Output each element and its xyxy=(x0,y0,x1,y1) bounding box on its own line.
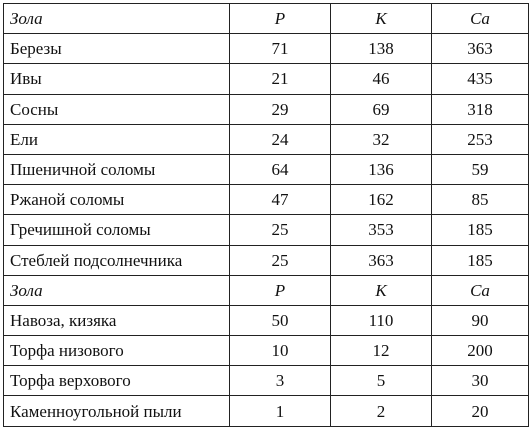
header-cell-ca: Ca xyxy=(432,275,529,305)
row-label-cell: Каменноугольной пыли xyxy=(4,396,230,426)
table-row xyxy=(4,124,529,154)
value-cell-k: 138 xyxy=(331,34,432,64)
value-cell-k: 2 xyxy=(331,396,432,426)
value-cell-k: 32 xyxy=(331,124,432,154)
row-label-cell: Стеблей подсолнечника xyxy=(4,245,230,275)
table-row xyxy=(4,245,529,275)
table-row xyxy=(4,94,529,124)
value-cell-p: 50 xyxy=(230,305,331,335)
value-cell-ca: 185 xyxy=(432,215,529,245)
value-cell-p: 64 xyxy=(230,154,331,184)
header-cell-ca: Ca xyxy=(432,4,529,34)
value-cell-p: 29 xyxy=(230,94,331,124)
value-cell-k: 363 xyxy=(331,245,432,275)
row-label-cell: Навоза, кизяка xyxy=(4,305,230,335)
value-cell-ca: 435 xyxy=(432,64,529,94)
table-row xyxy=(4,336,529,366)
value-cell-ca: 318 xyxy=(432,94,529,124)
row-label-cell: Гречишной соломы xyxy=(4,215,230,245)
value-cell-ca: 253 xyxy=(432,124,529,154)
value-cell-ca: 59 xyxy=(432,154,529,184)
table-row xyxy=(4,396,529,426)
table-row xyxy=(4,215,529,245)
value-cell-ca: 85 xyxy=(432,185,529,215)
value-cell-k: 12 xyxy=(331,336,432,366)
value-cell-k: 5 xyxy=(331,366,432,396)
table-row xyxy=(4,305,529,335)
table-row xyxy=(4,366,529,396)
header-cell-ash: Зола xyxy=(4,275,230,305)
table-body xyxy=(4,4,529,427)
value-cell-k: 69 xyxy=(331,94,432,124)
value-cell-p: 71 xyxy=(230,34,331,64)
row-label-cell: Пшеничной соломы xyxy=(4,154,230,184)
value-cell-ca: 185 xyxy=(432,245,529,275)
table-row xyxy=(4,154,529,184)
table-header-row xyxy=(4,275,529,305)
value-cell-p: 47 xyxy=(230,185,331,215)
header-cell-k: K xyxy=(331,4,432,34)
value-cell-p: 25 xyxy=(230,245,331,275)
value-cell-p: 3 xyxy=(230,366,331,396)
value-cell-k: 353 xyxy=(331,215,432,245)
value-cell-k: 110 xyxy=(331,305,432,335)
table-header-row xyxy=(4,4,529,34)
value-cell-k: 162 xyxy=(331,185,432,215)
value-cell-ca: 200 xyxy=(432,336,529,366)
row-label-cell: Березы xyxy=(4,34,230,64)
row-label-cell: Ели xyxy=(4,124,230,154)
value-cell-p: 10 xyxy=(230,336,331,366)
value-cell-p: 1 xyxy=(230,396,331,426)
ash-composition-table xyxy=(3,3,529,427)
header-cell-ash: Зола xyxy=(4,4,230,34)
value-cell-k: 46 xyxy=(331,64,432,94)
value-cell-ca: 30 xyxy=(432,366,529,396)
header-cell-p: P xyxy=(230,4,331,34)
row-label-cell: Сосны xyxy=(4,94,230,124)
row-label-cell: Ивы xyxy=(4,64,230,94)
value-cell-ca: 363 xyxy=(432,34,529,64)
value-cell-p: 21 xyxy=(230,64,331,94)
row-label-cell: Торфа низового xyxy=(4,336,230,366)
row-label-cell: Ржаной соломы xyxy=(4,185,230,215)
value-cell-p: 25 xyxy=(230,215,331,245)
value-cell-p: 24 xyxy=(230,124,331,154)
ash-composition-table-container xyxy=(3,3,528,427)
header-cell-k: K xyxy=(331,275,432,305)
value-cell-ca: 90 xyxy=(432,305,529,335)
table-row xyxy=(4,185,529,215)
table-row xyxy=(4,34,529,64)
value-cell-ca: 20 xyxy=(432,396,529,426)
table-row xyxy=(4,64,529,94)
value-cell-k: 136 xyxy=(331,154,432,184)
header-cell-p: P xyxy=(230,275,331,305)
row-label-cell: Торфа верхового xyxy=(4,366,230,396)
